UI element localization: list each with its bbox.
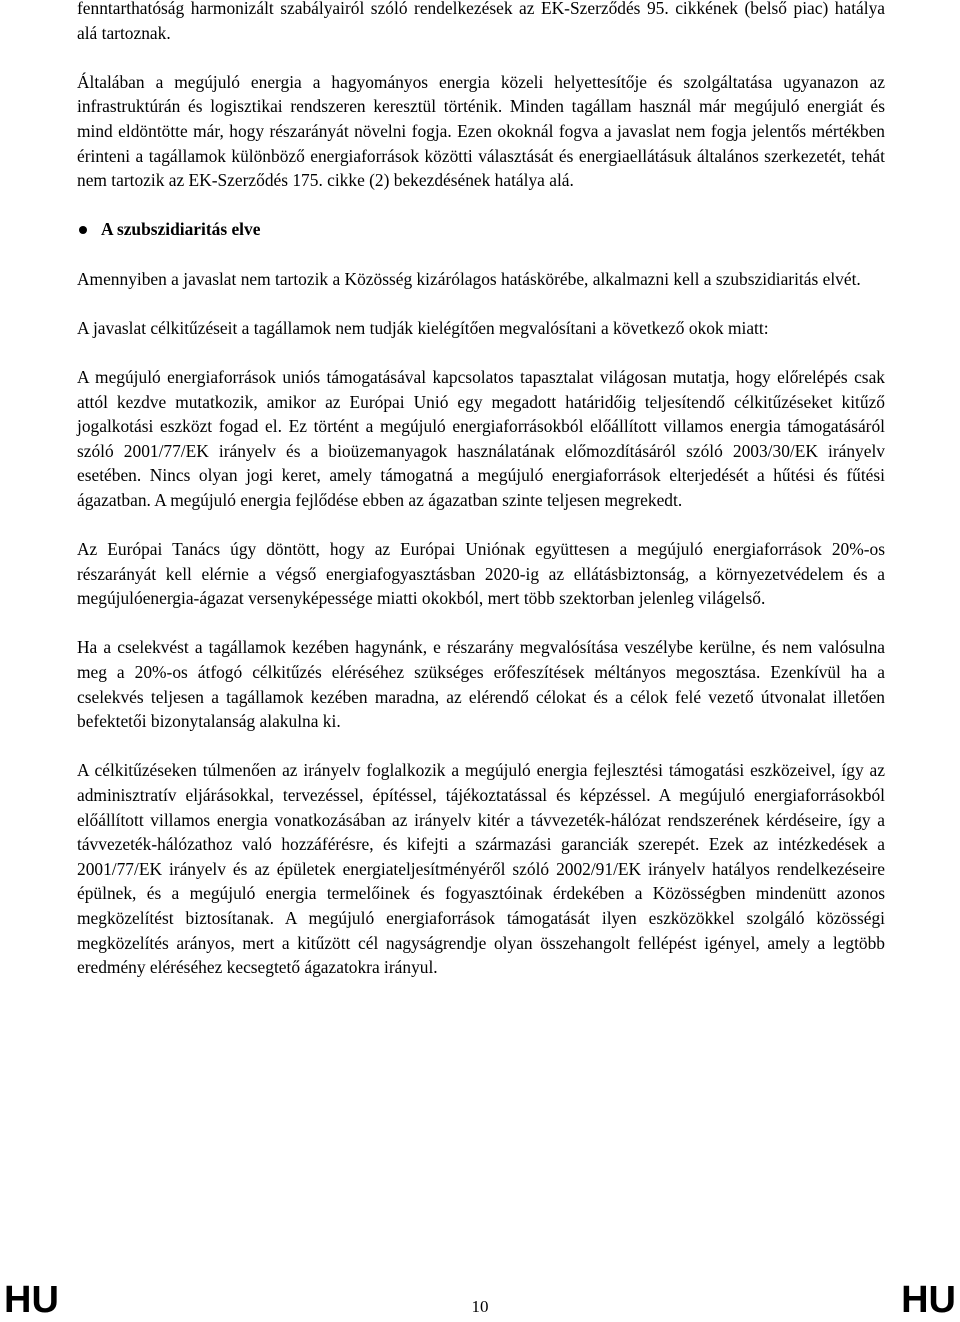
paragraph-objectives-intro: A javaslat célkitűzéseit a tagállamok nem tudják kielégítően megvalósítani a következő okok miatt: — [77, 317, 769, 338]
document-body — [77, 0, 885, 980]
paragraph-member-state-action: Ha a cselekvést a tagállamok kezében hagynánk, e részarány megvalósítása veszélybe kerülne, és nem valósulna meg a 20%-os átfogó célkitűzés eléréséhez szükséges erőfeszítések méltányos megosztása. Ezenkívül ha a cselekvés teljesen a tagállamok kezében maradna, az elérendő célokat és a célok felé vezető útvonalat illetően befektetői bizonytalanság alakulna ki. — [77, 637, 885, 732]
footer-language-code-right: HU — [901, 1279, 956, 1321]
footer-language-code-left: HU — [4, 1279, 59, 1321]
section-heading-text: A szubszidiaritás elve — [101, 219, 261, 240]
page-number: 10 — [471, 1297, 489, 1316]
section-heading-subsidiarity — [77, 217, 885, 242]
paragraph-continuation: fenntarthatóság harmonizált szabályairól szóló rendelkezések az EK-Szerződés 95. cikkének (belső piac) hatálya alá tartoznak. — [77, 0, 885, 43]
paragraph-eu-support-experience: A megújuló energiaforrások uniós támogatásával kapcsolatos tapasztalat világosan mutatja, hogy előrelépés csak attól kezdve mutatkozik, amikor az Európai Unió egy megadott határidőig teljesítendő célkitűzéseket kitűző jogalkotási eszközt fogad el. Ez történt a megújuló energiaforrásokból előállított villamos energia támogatásáról szóló 2001/77/EK irányelv és a bioüzemanyagok használatának előmozdításáról szóló 2003/30/EK irányelv esetében. Nincs olyan jogi keret, amely támogatná a megújuló energiaforrások elterjedését a hűtési és fűtési ágazatban. A megújuló energia fejlődése ebben az ágazatban szinte teljesen megrekedt. — [77, 366, 885, 510]
paragraph-european-council-decision: Az Európai Tanács úgy döntött, hogy az Európai Uniónak együttesen a megújuló energiaforrások 20%-os részarányát kell elérnie a végső energiafogyasztásban 2020-ig az ellátásbiztonság, a környezetvédelem és a megújulóenergia-ágazat versenyképessége miatti okokból, mert több szektorban jelenleg világelső. — [77, 539, 885, 609]
bullet-icon — [79, 226, 87, 234]
paragraph-renewable-energy-overview: Általában a megújuló energia a hagyományos energia közeli helyettesítője és szolgáltatása ugyanazon az infrastruktúrán és logisztikai rendszeren keresztül történik. Minden tagállam használ már megújuló energiát és mind eldöntötte már, hogy részarányát növelni fogja. Ezen okoknál fogva a javaslat nem fogja jelentős mértékben érinteni a tagállamok különböző energiaforrások közötti választását és energiaellátásuk általános szerkezetét, tehát nem tartozik az EK-Szerződés 175. cikke (2) bekezdésének hatálya alá. — [77, 71, 885, 191]
paragraph-directive-scope: A célkitűzéseken túlmenően az irányelv foglalkozik a megújuló energia fejlesztési támogatási eszközeivel, így az adminisztratív eljárásokkal, tervezéssel, építéssel, tájékoztatással és képzéssel. A megújuló energiaforrásokból előállított villamos energia vonatkozásában az irányelv kitér a távvezeték-hálózat rendszerének kérdéseire, így a távvezeték-hálózathoz való hozzáférésre, és kifejti a származási garanciák szerepét. Ezek az intézkedések a 2001/77/EK irányelv és az épületek energiateljesítményéről szóló 2002/91/EK irányelv hatályos rendelkezéseire épülnek, és a megújuló energia termelőinek és fogyasztóinak érdekében a Közösségben mindenütt azonos megközelítést biztosítanak. A megújuló energiaforrások támogatását ilyen eszközökkel szolgáló közösségi megközelítés arányos, mert a kitűzött cél nagyságrendje olyan összehangolt fellépést igényel, amely a legtöbb eredmény eléréséhez kecsegtető ágazatokra irányul. — [77, 760, 885, 978]
paragraph-subsidiarity-principle: Amennyiben a javaslat nem tartozik a Közösség kizárólagos hatáskörébe, alkalmazni kell a szubszidiaritás elvét. — [77, 268, 861, 289]
